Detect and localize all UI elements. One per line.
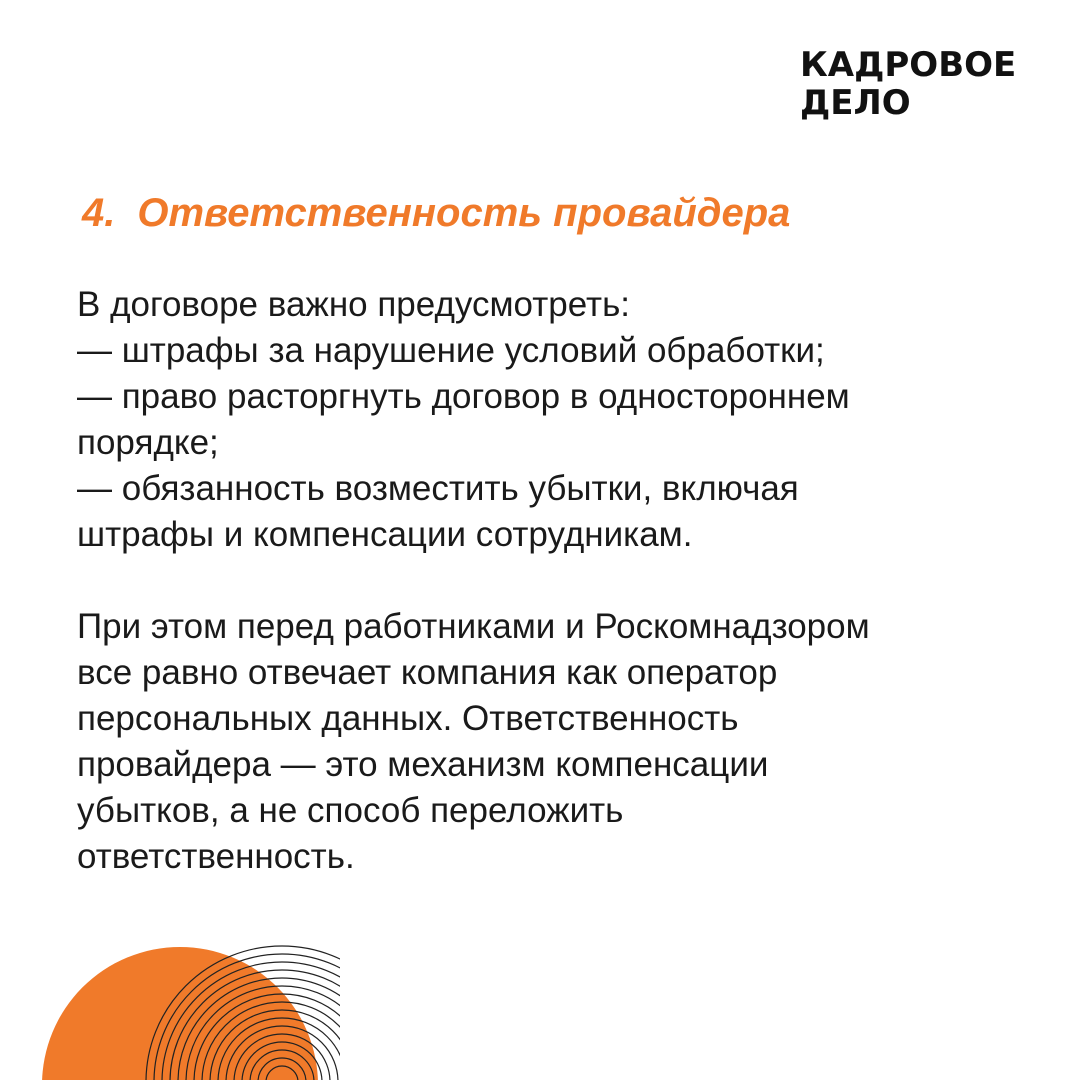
paragraph-line: штрафы и компенсации сотрудникам.: [77, 515, 693, 554]
section-heading: [82, 188, 1042, 238]
paragraph-line: провайдера — это механизм компенсации: [77, 745, 769, 784]
section-title: Ответственность провайдера: [137, 191, 791, 235]
brand-logo: [800, 46, 1040, 122]
logo-line-1: КАДРОВОЕ: [800, 45, 1017, 85]
logo-line-2: ДЕЛО: [800, 83, 911, 123]
paragraph-line: убытков, а не способ переложить: [77, 791, 624, 830]
list-item-compensation: — обязанность возместить убытки, включая: [77, 469, 799, 508]
contract-requirements-paragraph: [77, 282, 1037, 558]
paragraph-line: При этом перед работниками и Роскомнадзором: [77, 607, 870, 646]
paragraph-line: все равно отвечает компания как оператор: [77, 653, 778, 692]
section-number: 4.: [82, 191, 116, 235]
decorative-circles: [0, 900, 340, 1080]
paragraph-line: порядке;: [77, 423, 219, 462]
paragraph-line: ответственность.: [77, 837, 355, 876]
paragraph-line: В договоре важно предусмотреть:: [77, 285, 631, 324]
list-item-termination: — право расторгнуть договор в одностороннем: [77, 377, 850, 416]
liability-paragraph: [77, 604, 1037, 880]
list-item-fines: — штрафы за нарушение условий обработки;: [77, 331, 825, 370]
paragraph-line: персональных данных. Ответственность: [77, 699, 739, 738]
